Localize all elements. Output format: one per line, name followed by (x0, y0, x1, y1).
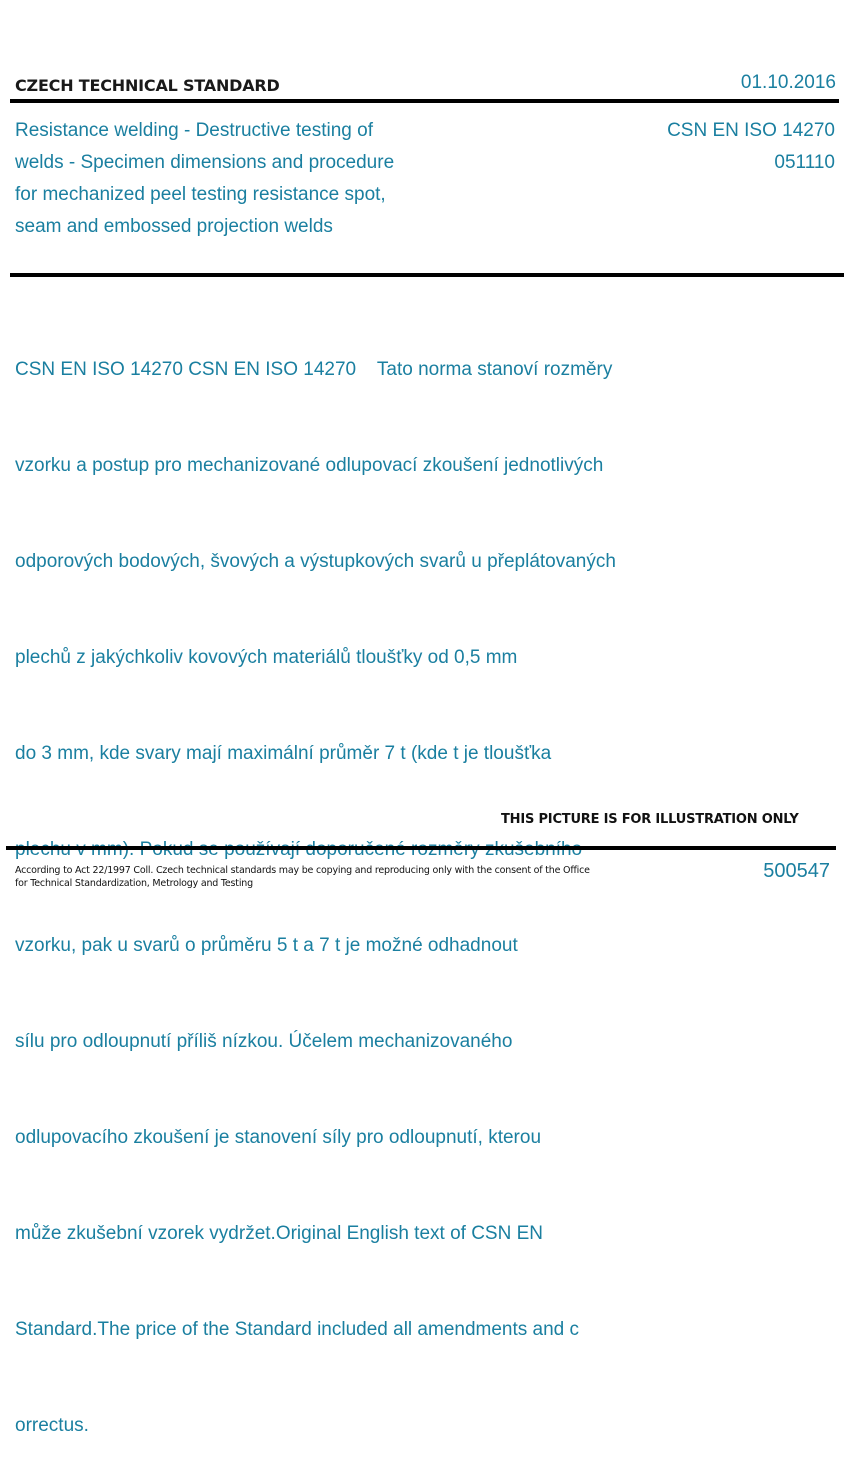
standard-code: CSN EN ISO 14270 (667, 120, 835, 141)
title-divider (10, 273, 844, 277)
title-line: for mechanized peel testing resistance spot, (15, 184, 386, 205)
body-line: odlupovacího zkoušení je stanovení síly pro odloupnutí, kterou (15, 1127, 542, 1148)
publication-date: 01.10.2016 (740, 72, 836, 93)
document-type-label: CZECH TECHNICAL STANDARD (15, 76, 280, 95)
class-number: 051110 (774, 152, 835, 173)
title-line: Resistance welding - Destructive testing of (15, 120, 373, 141)
illustration-disclaimer: THIS PICTURE IS FOR ILLUSTRATION ONLY (501, 812, 799, 827)
body-line: orrectus. (15, 1415, 89, 1436)
body-line: vzorku a postup pro mechanizované odlupovací zkoušení jednotlivých (15, 455, 604, 476)
title-line: welds - Specimen dimensions and procedure (15, 152, 395, 173)
header-divider (10, 99, 839, 103)
body-line: odporových bodových, švových a výstupkových svarů u přeplátovaných (15, 551, 616, 572)
legal-note-line: for Technical Standardization, Metrology and Testing (15, 878, 253, 889)
body-line: plechů z jakýchkoliv kovových materiálů tloušťky od 0,5 mm (15, 647, 518, 668)
body-line: CSN EN ISO 14270 CSN EN ISO 14270 Tato norma stanoví rozměry (15, 359, 613, 380)
body-line: sílu pro odloupnutí příliš nízkou. Účelem mechanizovaného (15, 1031, 513, 1052)
standard-identifiers (667, 115, 835, 179)
body-line (15, 834, 705, 866)
standard-title (15, 115, 475, 243)
catalog-number: 500547 (763, 860, 830, 882)
body-line: Standard.The price of the Standard included all amendments and c (15, 1319, 580, 1340)
body-line: do 3 mm, kde svary mají maximální průměr 7 t (kde t je tloušťka (15, 743, 552, 764)
footer-divider (6, 846, 836, 850)
legal-note (15, 864, 595, 890)
title-line: seam and embossed projection welds (15, 216, 333, 237)
legal-note-line: According to Act 22/1997 Coll. Czech technical standards may be copying and reproducing only with the consent of the Office (15, 865, 590, 876)
body-line: může zkušební vzorek vydržet.Original English text of CSN EN (15, 1223, 543, 1244)
body-line: vzorku, pak u svarů o průměru 5 t a 7 t je možné odhadnout (15, 935, 518, 956)
